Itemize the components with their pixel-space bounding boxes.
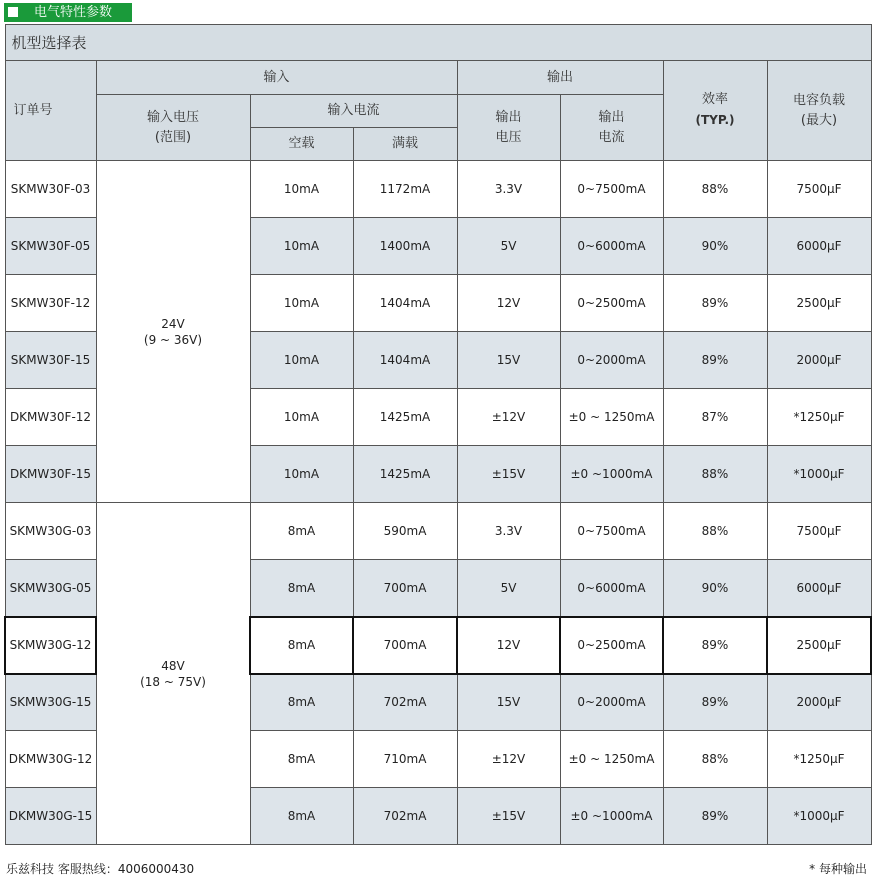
- cap-cell: *1250µF: [767, 731, 871, 788]
- cap-cell: 6000µF: [767, 560, 871, 617]
- model-selection-table: [4, 24, 872, 845]
- model-cell: DKMW30F-12: [5, 389, 96, 446]
- header-output-voltage-line1: 输出: [495, 109, 522, 125]
- vout-cell: 12V: [457, 275, 560, 332]
- eff-cell: 88%: [663, 161, 767, 218]
- full-load-cell: 710mA: [353, 731, 457, 788]
- full-load-cell: 1425mA: [353, 446, 457, 503]
- eff-cell: 89%: [663, 788, 767, 845]
- header-efficiency-label: 效率: [701, 92, 728, 107]
- model-cell: DKMW30G-15: [5, 788, 96, 845]
- input-voltage-value: 48V: [161, 658, 185, 673]
- cap-cell: 2000µF: [767, 332, 871, 389]
- footer-company: 乐兹科技 客服热线：4006000430: [6, 862, 195, 876]
- no-load-cell: 10mA: [250, 218, 353, 275]
- vout-cell: 5V: [457, 560, 560, 617]
- vout-cell: 15V: [457, 674, 560, 731]
- table-row: [5, 161, 871, 218]
- model-cell: SKMW30G-05: [5, 560, 96, 617]
- eff-cell: 88%: [663, 503, 767, 560]
- cap-cell: *1250µF: [767, 389, 871, 446]
- model-cell: DKMW30F-15: [5, 446, 96, 503]
- no-load-cell: 8mA: [250, 731, 353, 788]
- input-voltage-range: (18 ~ 75V): [140, 674, 206, 689]
- eff-cell: 89%: [663, 674, 767, 731]
- vout-cell: ±12V: [457, 389, 560, 446]
- full-load-cell: 702mA: [353, 674, 457, 731]
- header-efficiency: [663, 61, 767, 161]
- header-input-current: 输入电流: [250, 95, 457, 128]
- full-load-cell: 1404mA: [353, 275, 457, 332]
- iout-cell: ±0 ~1000mA: [560, 446, 663, 503]
- section-title: 电气特性参数: [34, 5, 113, 20]
- vout-cell: ±12V: [457, 731, 560, 788]
- header-input-voltage: [96, 95, 250, 161]
- model-cell: DKMW30G-12: [5, 731, 96, 788]
- no-load-cell: 8mA: [250, 788, 353, 845]
- eff-cell: 90%: [663, 560, 767, 617]
- cap-cell: 2500µF: [767, 275, 871, 332]
- header-output-voltage: [457, 95, 560, 161]
- full-load-cell: 1404mA: [353, 332, 457, 389]
- header-order-no: 订单号: [5, 61, 96, 161]
- vout-cell: 15V: [457, 332, 560, 389]
- cap-cell: 6000µF: [767, 218, 871, 275]
- vout-cell: 3.3V: [457, 503, 560, 560]
- cap-cell: 2500µF: [767, 617, 871, 674]
- header-full-load: 满载: [353, 128, 457, 161]
- no-load-cell: 10mA: [250, 389, 353, 446]
- footer-note: * 每种输出: [809, 862, 867, 876]
- no-load-cell: 10mA: [250, 161, 353, 218]
- full-load-cell: 590mA: [353, 503, 457, 560]
- eff-cell: 89%: [663, 275, 767, 332]
- section-title-bar: [4, 3, 132, 22]
- model-cell: SKMW30G-12: [5, 617, 96, 674]
- eff-cell: 88%: [663, 731, 767, 788]
- no-load-cell: 8mA: [250, 503, 353, 560]
- input-voltage-value: 24V: [161, 316, 185, 331]
- header-input-voltage-label: 输入电压: [146, 109, 199, 125]
- header-cap-load-label: 电容负载: [793, 92, 846, 108]
- table-row: [5, 503, 871, 560]
- header-input-voltage-sub: (范围): [154, 129, 192, 145]
- full-load-cell: 702mA: [353, 788, 457, 845]
- full-load-cell: 1425mA: [353, 389, 457, 446]
- model-cell: SKMW30F-15: [5, 332, 96, 389]
- cap-cell: 7500µF: [767, 161, 871, 218]
- header-no-load: 空载: [250, 128, 353, 161]
- square-bullet-icon: [8, 7, 18, 17]
- full-load-cell: 1400mA: [353, 218, 457, 275]
- vout-cell: 3.3V: [457, 161, 560, 218]
- vout-cell: ±15V: [457, 788, 560, 845]
- no-load-cell: 10mA: [250, 332, 353, 389]
- model-cell: SKMW30G-03: [5, 503, 96, 560]
- iout-cell: 0~6000mA: [560, 560, 663, 617]
- vout-cell: ±15V: [457, 446, 560, 503]
- cap-cell: *1000µF: [767, 788, 871, 845]
- table-caption: 机型选择表: [5, 25, 871, 61]
- header-cap-load: [767, 61, 871, 161]
- eff-cell: 88%: [663, 446, 767, 503]
- full-load-cell: 700mA: [353, 560, 457, 617]
- full-load-cell: 700mA: [353, 617, 457, 674]
- no-load-cell: 8mA: [250, 674, 353, 731]
- header-efficiency-sub: (TYP.): [695, 113, 735, 127]
- no-load-cell: 10mA: [250, 446, 353, 503]
- iout-cell: 0~7500mA: [560, 503, 663, 560]
- no-load-cell: 10mA: [250, 275, 353, 332]
- vout-cell: 5V: [457, 218, 560, 275]
- model-cell: SKMW30F-05: [5, 218, 96, 275]
- input-voltage-range: (9 ~ 36V): [143, 332, 203, 347]
- model-cell: SKMW30F-12: [5, 275, 96, 332]
- iout-cell: 0~6000mA: [560, 218, 663, 275]
- header-output-current-line1: 输出: [598, 109, 625, 125]
- header-output-current: [560, 95, 663, 161]
- eff-cell: 87%: [663, 389, 767, 446]
- header-output: 输出: [457, 61, 663, 95]
- input-voltage-cell: [96, 503, 250, 845]
- input-voltage-cell: [96, 161, 250, 503]
- iout-cell: 0~7500mA: [560, 161, 663, 218]
- no-load-cell: 8mA: [250, 560, 353, 617]
- eff-cell: 89%: [663, 617, 767, 674]
- header-cap-load-sub: (最大): [800, 112, 838, 128]
- cap-cell: 7500µF: [767, 503, 871, 560]
- eff-cell: 89%: [663, 332, 767, 389]
- no-load-cell: 8mA: [250, 617, 353, 674]
- iout-cell: 0~2500mA: [560, 617, 663, 674]
- model-cell: SKMW30G-15: [5, 674, 96, 731]
- iout-cell: 0~2000mA: [560, 332, 663, 389]
- iout-cell: ±0 ~ 1250mA: [560, 389, 663, 446]
- header-output-voltage-line2: 电压: [495, 129, 522, 145]
- cap-cell: *1000µF: [767, 446, 871, 503]
- iout-cell: 0~2000mA: [560, 674, 663, 731]
- full-load-cell: 1172mA: [353, 161, 457, 218]
- header-input: 输入: [96, 61, 457, 95]
- eff-cell: 90%: [663, 218, 767, 275]
- iout-cell: ±0 ~ 1250mA: [560, 731, 663, 788]
- iout-cell: 0~2500mA: [560, 275, 663, 332]
- vout-cell: 12V: [457, 617, 560, 674]
- cap-cell: 2000µF: [767, 674, 871, 731]
- header-output-current-line2: 电流: [598, 129, 625, 145]
- iout-cell: ±0 ~1000mA: [560, 788, 663, 845]
- model-cell: SKMW30F-03: [5, 161, 96, 218]
